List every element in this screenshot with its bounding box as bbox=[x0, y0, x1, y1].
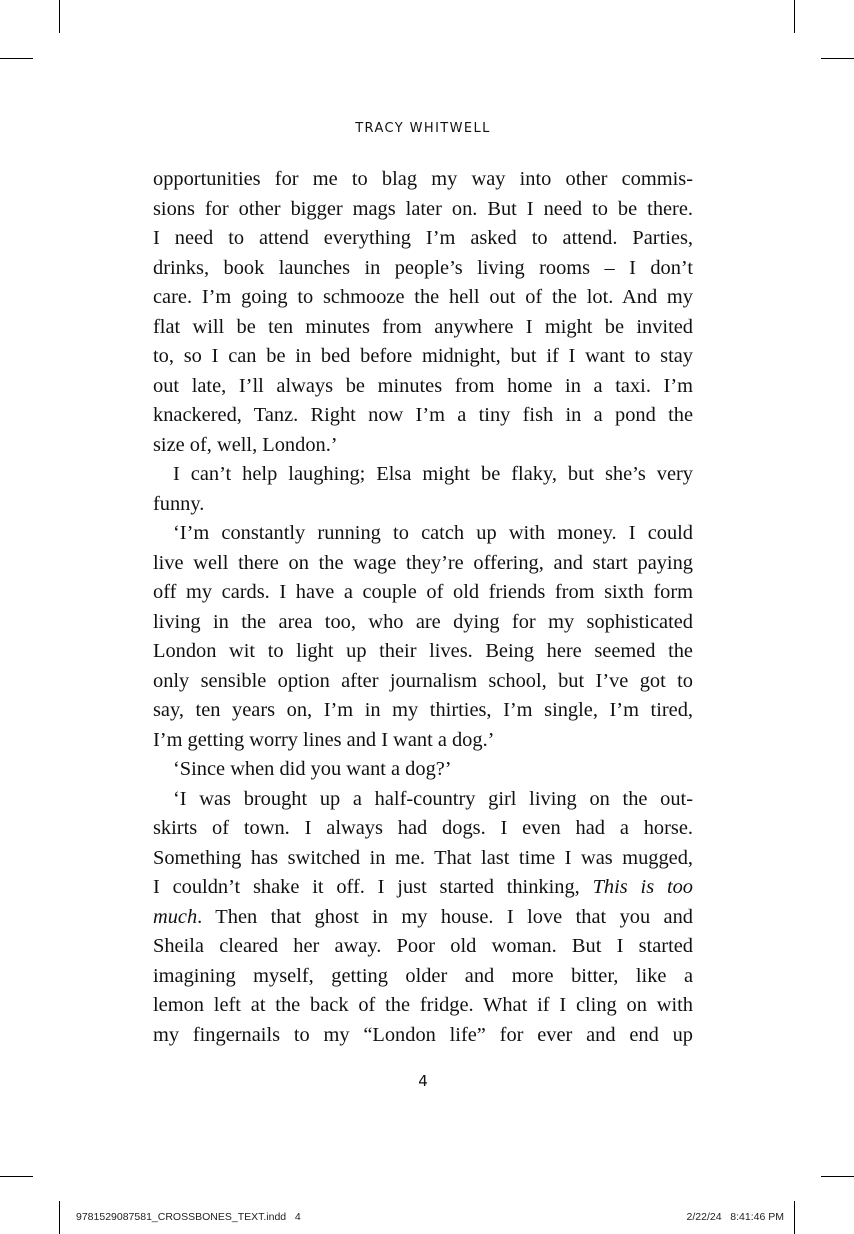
text-line: size of, well, London.’ bbox=[153, 433, 338, 456]
text-line: Sheila cleared her away. Poor old woman. But I started bbox=[153, 935, 693, 957]
text-line: knackered, Tanz. Right now I’m a tiny fish in a pond the bbox=[153, 404, 693, 426]
crop-mark-left-bottom bbox=[0, 1176, 33, 1177]
running-head: TRACY WHITWELL bbox=[355, 121, 491, 136]
text-line: care. I’m going to schmooze the hell out of the lot. And my bbox=[153, 286, 693, 308]
italic-phrase: This is too bbox=[592, 876, 693, 898]
text-line: to, so I can be in bed before midnight, but if I want to stay bbox=[153, 345, 693, 367]
text-line bbox=[153, 873, 693, 903]
text-line: off my cards. I have a couple of old friends from sixth form bbox=[153, 581, 693, 603]
slug-filename: 9781529087581_CROSSBONES_TEXT.indd 4 bbox=[76, 1211, 301, 1223]
text-line: sions for other bigger mags later on. But I need to be there. bbox=[153, 197, 693, 220]
text-line: ‘I’m constantly running to catch up with money. I could bbox=[173, 522, 693, 544]
crop-mark-left-top bbox=[0, 58, 33, 59]
text-line bbox=[153, 903, 693, 933]
crop-mark-bottom-left bbox=[59, 1201, 60, 1234]
text-line: lemon left at the back of the fridge. What if I cling on with bbox=[153, 994, 693, 1016]
text-line: opportunities for me to blag my way into other commis- bbox=[153, 168, 693, 190]
italic-phrase: much bbox=[153, 905, 198, 928]
text-line: ‘I was brought up a half-country girl living on the out- bbox=[173, 787, 693, 810]
text-line: London wit to light up their lives. Being here seemed the bbox=[153, 640, 693, 662]
page-number: 4 bbox=[418, 1072, 428, 1090]
body-text bbox=[153, 165, 693, 1050]
text-line: ‘Since when did you want a dog?’ bbox=[173, 758, 452, 780]
text-line: Something has switched in me. That last time I was mugged, bbox=[153, 846, 693, 869]
text-line: out late, I’ll always be minutes from home in a taxi. I’m bbox=[153, 374, 693, 397]
text-line: say, ten years on, I’m in my thirties, I’m single, I’m tired, bbox=[153, 699, 693, 721]
text-line: skirts of town. I always had dogs. I even had a horse. bbox=[153, 817, 693, 839]
text-line: drinks, book launches in people’s living rooms – I don’t bbox=[153, 256, 693, 279]
crop-mark-top-right bbox=[794, 0, 795, 33]
text-line-segment: . Then that ghost in my house. I love that you and bbox=[197, 905, 693, 928]
text-line: only sensible option after journalism school, but I’ve got to bbox=[153, 669, 693, 692]
text-line: I can’t help laughing; Elsa might be flaky, but she’s very bbox=[173, 463, 693, 485]
crop-mark-bottom-right bbox=[794, 1201, 795, 1234]
text-line: flat will be ten minutes from anywhere I might be invited bbox=[153, 315, 693, 338]
text-line: I need to attend everything I’m asked to attend. Parties, bbox=[153, 227, 693, 249]
text-line: my fingernails to my “London life” for ever and end up bbox=[153, 1023, 693, 1046]
text-line: funny. bbox=[153, 492, 205, 515]
crop-mark-top-left bbox=[59, 0, 60, 33]
text-line: live well there on the wage they’re offering, and start paying bbox=[153, 551, 693, 574]
crop-mark-right-top bbox=[821, 58, 854, 59]
text-line: imagining myself, getting older and more bitter, like a bbox=[153, 964, 693, 987]
text-line-segment: I couldn’t shake it off. I just started thinking, bbox=[153, 876, 593, 898]
crop-mark-right-bottom bbox=[821, 1176, 854, 1177]
slug-timestamp: 2/22/24 8:41:46 PM bbox=[686, 1211, 784, 1223]
text-line: living in the area too, who are dying for my sophisticated bbox=[153, 610, 693, 633]
text-line: I’m getting worry lines and I want a dog.’ bbox=[153, 728, 495, 751]
